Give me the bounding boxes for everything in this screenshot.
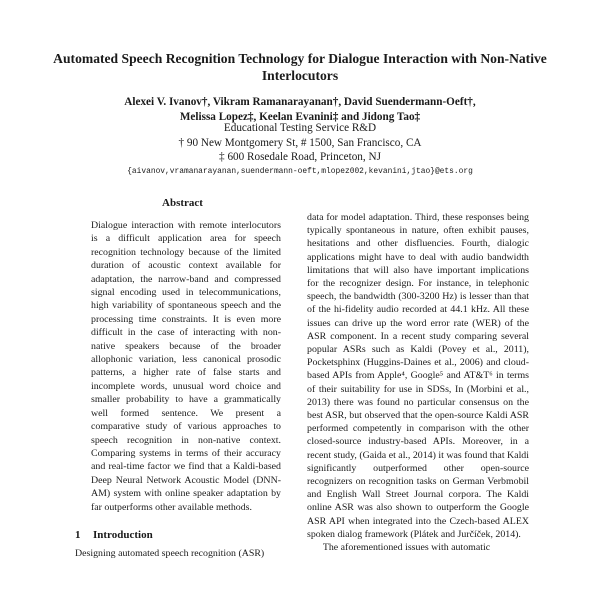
author-line-1: Alexei V. Ivanov†, Vikram Ramanarayanan†, David Suendermann-Oeft†, (124, 96, 476, 108)
introduction-text: Designing automated speech recognition (ASR) (75, 547, 265, 559)
affiliation-address-princeton: ‡ 600 Rosedale Road, Princeton, NJ (219, 151, 381, 163)
right-column-paragraph-2: The aforementioned issues with automatic (322, 542, 491, 554)
right-column (307, 211, 529, 554)
abstract-text: Dialogue interaction with remote interlocutors is a difficult application area for speech recognition technology because of the limited duration of acoustic context available for adaptation, the narrow-band and compressed signal encoding used in telecommunications, high variability of spontaneous speech and the processing time constraints. It is even more difficult in the case of interacting with non-native speakers because of the broader allophonic variation, less canonical prosodic patterns, a higher rate of false starts and incomplete words, unusual word choice and smaller probability to have a grammatically well formed sentence. We present a comparative study of various approaches to speech recognition in non-native context. Comparing systems in terms of their accuracy and real-time factor we find that a Kaldi-based Deep Neural Network Acoustic Model (DNN-AM) system with online speaker adaptation by far outperforms other available methods. (91, 220, 281, 513)
author-emails: {aivanov,vramanarayanan,suendermann-oeft,mlopez002,kevanini,jtao}@ets.org (127, 167, 473, 176)
affiliation-address-sf: † 90 New Montgomery St, # 1500, San Francisco, CA (178, 136, 422, 149)
affiliation-block (60, 121, 540, 165)
section-title: Introduction (93, 528, 153, 541)
author-line-2: Melissa Lopez‡, Keelan Evanini‡ and Jidong Tao‡ (179, 110, 421, 123)
author-list (60, 95, 540, 124)
affiliation-institution: Educational Testing Service R&D (223, 122, 377, 134)
abstract-heading: Abstract (162, 197, 203, 209)
right-column-paragraph-1: data for model adaptation. Third, these responses being typically spontaneous in nature, often exhibit pauses, hesitations and other disfluencies. Fourth, dialogic applications might have to deal with audio bandwidth limitations that will also have important implications for the recognizer design. For instance, in telephonic speech, the bandwidth (300-3200 Hz) is lesser than that of the hi-fidelity audio recorded at 44.1 kHz. All these issues can drive up the word error rate (WER) of the ASR component. In a recent study comparing several popular ASRs such as Kaldi (Povey et al., 2011), Pocketsphinx (Huggins-Daines et al., 2006) and cloud-based APIs from Apple⁴, Google⁵ and AT&T⁶ in terms of their suitability for use in SDSs, In (Morbini et al., 2013) there was found no particular consensus on the best ASR, but observed that the open-source Kaldi ASR performed competently in comparison with the other closed-source industry-based APIs. Moreover, in a recent study, (Gaida et al., 2014) it was found that Kaldi significantly outperformed other open-source recognizers on recognition tasks on German Verbmobil and English Wall Street Journal corpora. The Kaldi online ASR was also shown to outperform the Google ASR API when integrated into the Czech-based ALEX spoken dialog framework (Plátek and Jurčíček, 2014). (307, 212, 529, 540)
paper-title: Automated Speech Recognition Technology for Dialogue Interaction with Non-Native Interlocutors (53, 51, 547, 83)
left-column (75, 195, 290, 560)
section-heading-introduction (75, 528, 290, 543)
section-number: 1 (75, 528, 81, 541)
